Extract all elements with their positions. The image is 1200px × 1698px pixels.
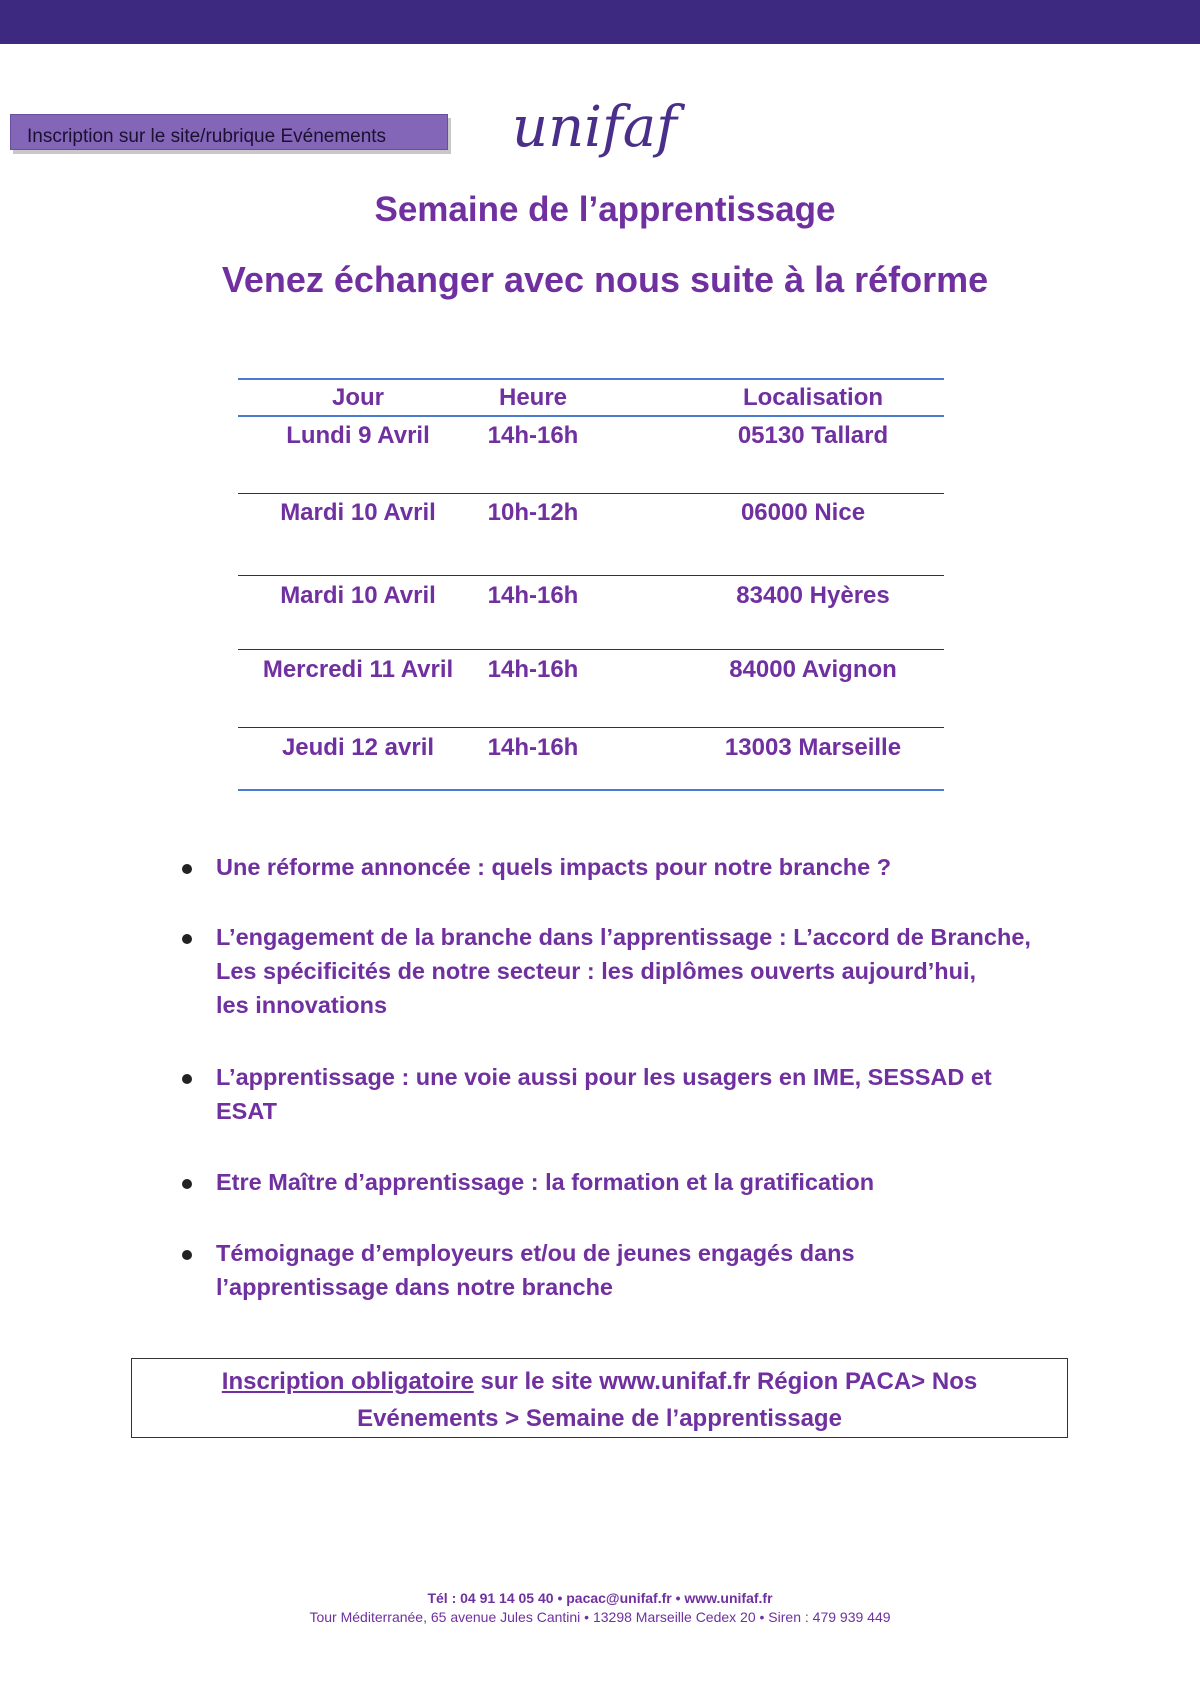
registration-required-link[interactable]: Inscription obligatoire (221, 1368, 474, 1395)
list-item-line: L’engagement de la branche dans l’apprentissage : L’accord de Branche, (216, 924, 1031, 950)
header-localisation: Localisation (742, 384, 884, 411)
table-top-rule (238, 378, 944, 380)
registration-box (131, 1358, 1068, 1438)
table-bottom-rule (238, 789, 944, 791)
row-1-location: 05130 Tallard (737, 422, 889, 449)
list-item-line: Témoignage d’employeurs et/ou de jeunes engagés dans (216, 1240, 855, 1266)
footer-contact: Tél : 04 91 14 05 40 • pacac@unifaf.fr • www.unifaf.fr (427, 1590, 773, 1606)
registration-line-1 (132, 1363, 1067, 1400)
list-item-line: ESAT (216, 1098, 277, 1124)
registration-tag (10, 114, 448, 150)
row-1-day: Lundi 9 Avril (286, 422, 430, 449)
list-item-line: Une réforme annoncée : quels impacts pour notre branche ? (216, 854, 892, 880)
top-banner (0, 0, 1200, 44)
row-3-time: 14h-16h (487, 582, 579, 609)
row-2-day: Mardi 10 Avril (280, 499, 436, 526)
row-rule (238, 575, 944, 576)
row-5-location: 13003 Marseille (724, 734, 902, 761)
page-subtitle: Venez échanger avec nous suite à la réforme (221, 259, 989, 300)
row-3-day: Mardi 10 Avril (280, 582, 436, 609)
list-item-line: les innovations (216, 992, 388, 1018)
row-4-time: 14h-16h (487, 656, 579, 683)
registration-tag-label: Inscription sur le site/rubrique Evénements (27, 126, 387, 147)
row-3-location: 83400 Hyères (736, 582, 890, 609)
logo-wordmark: unifaf (512, 95, 677, 160)
bullet-dot (182, 1250, 192, 1260)
row-rule (238, 493, 944, 494)
row-4-day: Mercredi 11 Avril (262, 656, 454, 683)
header-rule (238, 415, 944, 417)
footer-address: Tour Méditerranée, 65 avenue Jules Cantini • 13298 Marseille Cedex 20 • Siren : 479 939 449 (309, 1609, 891, 1625)
registration-line-2: Evénements > Semaine de l’apprentissage (357, 1405, 842, 1432)
unifaf-logo (508, 80, 698, 190)
bullet-dot (182, 864, 192, 874)
row-2-time: 10h-12h (487, 499, 579, 526)
row-5-day: Jeudi 12 avril (281, 734, 435, 761)
row-2-location: 06000 Nice (740, 499, 866, 526)
row-1-time: 14h-16h (487, 422, 579, 449)
header-heure: Heure (498, 384, 568, 411)
row-5-time: 14h-16h (487, 734, 579, 761)
header-jour: Jour (331, 384, 384, 411)
bullet-dot (182, 1074, 192, 1084)
list-item-line: L’apprentissage : une voie aussi pour les usagers en IME, SESSAD et (216, 1064, 992, 1090)
list-item-line: Etre Maître d’apprentissage : la formation et la gratification (216, 1169, 875, 1195)
list-item-line: Les spécificités de notre secteur : les diplômes ouverts aujourd’hui, (216, 958, 977, 984)
row-rule (238, 649, 944, 650)
row-rule (238, 727, 944, 728)
bullet-dot (182, 1179, 192, 1189)
row-4-location: 84000 Avignon (729, 656, 897, 683)
registration-text: sur le site www.unifaf.fr Région PACA> Nos (473, 1368, 978, 1395)
list-item-line: l’apprentissage dans notre branche (216, 1274, 613, 1300)
bullet-dot (182, 934, 192, 944)
page-title: Semaine de l’apprentissage (374, 190, 836, 229)
